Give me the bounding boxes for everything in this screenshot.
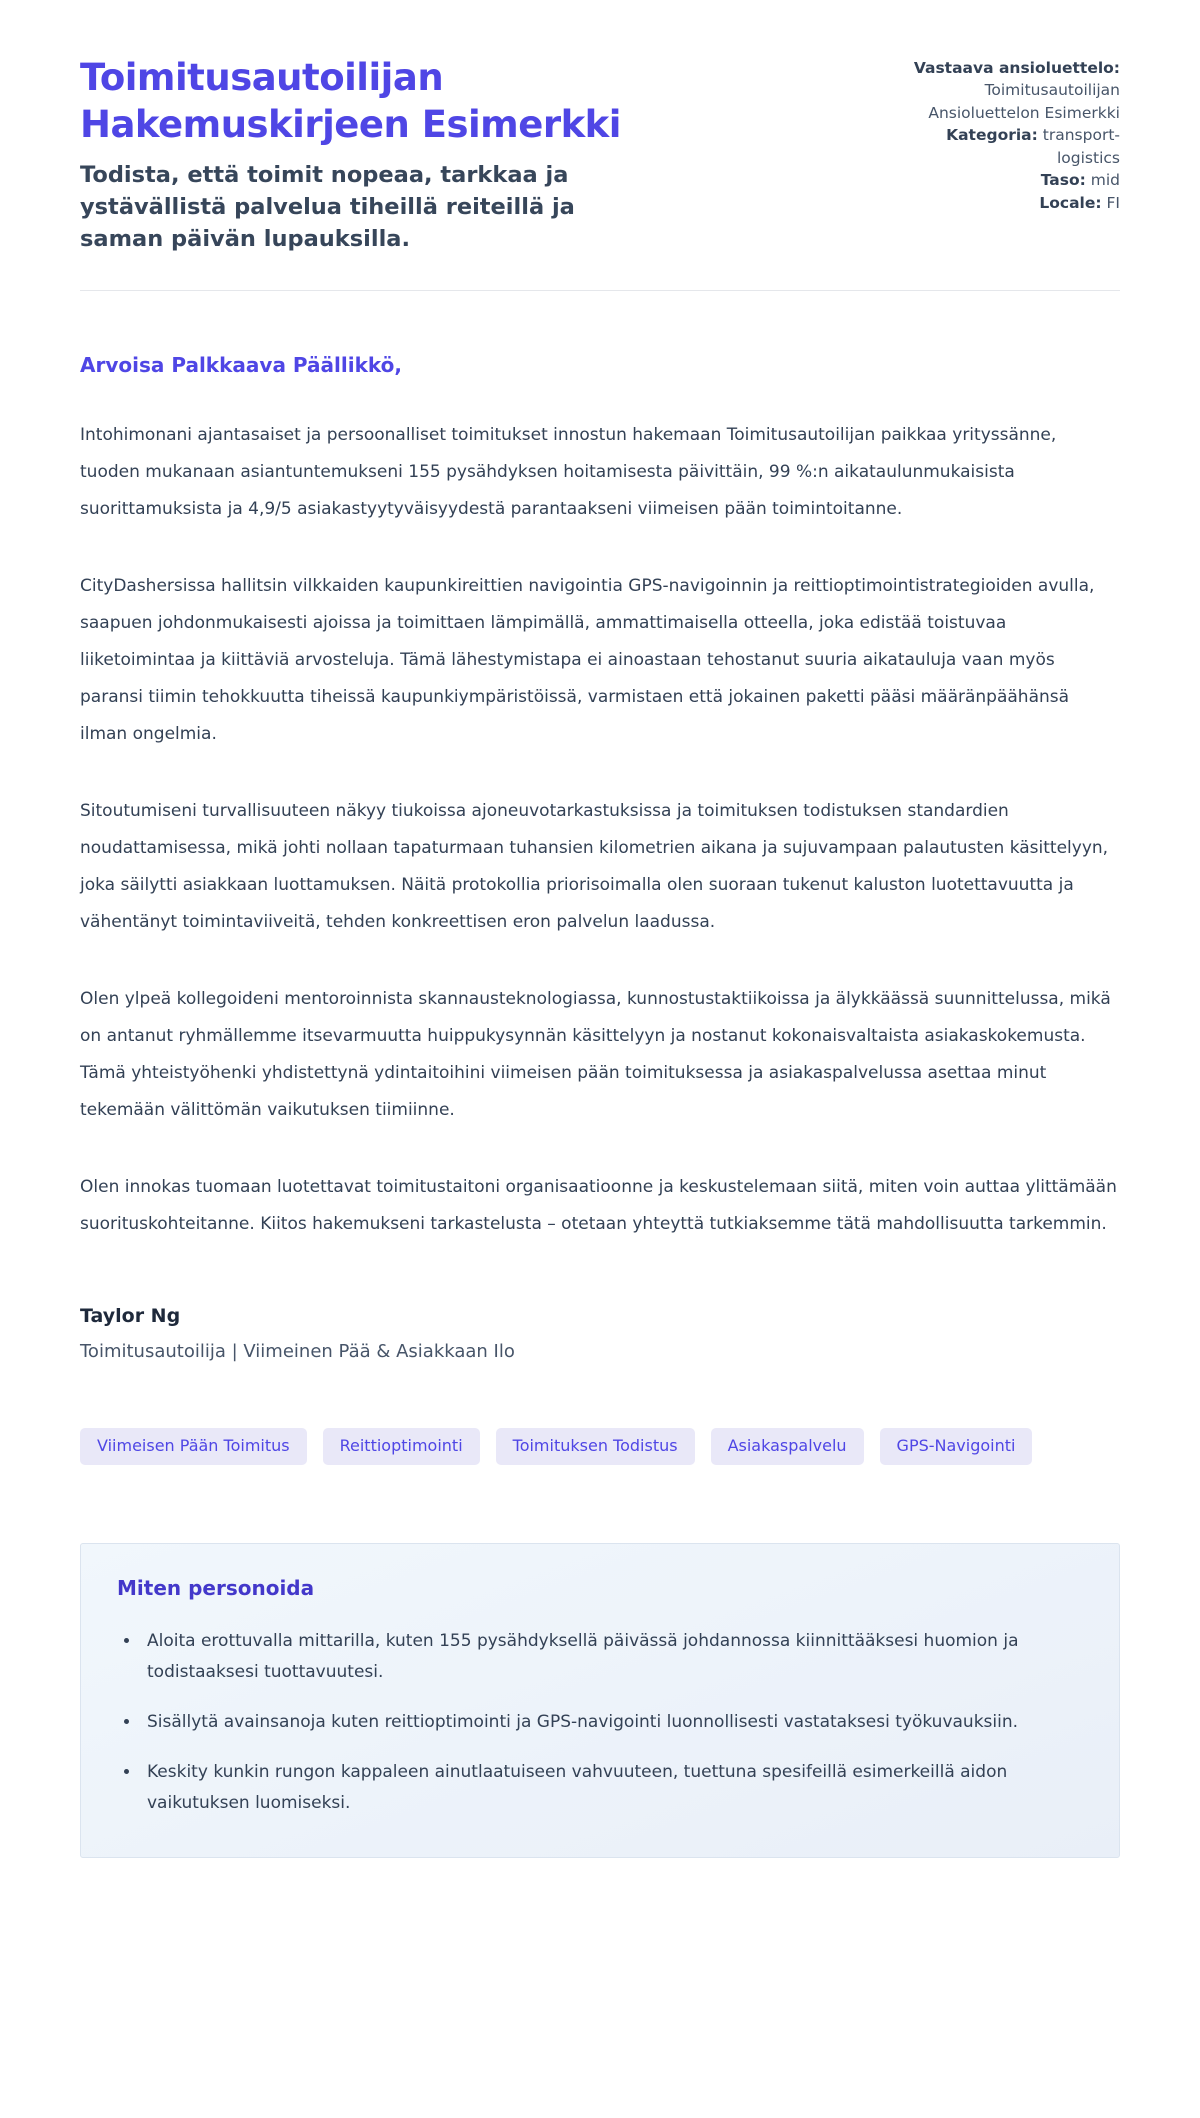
header-title-block	[80, 55, 680, 256]
meta-locale-label: Locale:	[1039, 193, 1102, 212]
meta-level-label: Taso:	[1040, 171, 1086, 190]
meta-category-label: Kategoria:	[946, 126, 1038, 145]
tips-list	[117, 1626, 1083, 1819]
header-divider	[80, 290, 1120, 291]
tag-chip-asiakaspalvelu[interactable]: Asiakaspalvelu	[711, 1428, 864, 1465]
tips-panel	[80, 1543, 1120, 1858]
tips-panel-title: Miten personoida	[117, 1576, 315, 1601]
tag-chip-reittioptimointi[interactable]: Reittioptimointi	[323, 1428, 480, 1465]
tip-item-1: • Aloita erottuvalla mittarilla, kuten 155 pysähdyksellä päivässä johdannossa kiinnittääksesi huomion ja todistaaksesi tuottavuutesi.	[141, 1626, 1083, 1688]
signature-role: Toimitusautoilija | Viimeinen Pää & Asiakkaan Ilo	[80, 1341, 515, 1363]
letter-paragraph-1: Intohimonani ajantasaiset ja persoonalliset toimitukset innostun hakemaan Toimitusautoilijan paikkaa yrityssänne, tuoden mukanaan asiantuntemukseni 155 pysähdyksen hoitamisesta päivittäin, 99 %:n aikataulunmukaisista suorittamuksista ja 4,9/5 asiakastyytyväisyydestä parantaakseni viimeisen pään toimintoitanne.	[80, 425, 1057, 520]
meta-locale-value: FI	[1106, 193, 1120, 212]
signature-block	[80, 1305, 1120, 1362]
tag-chip-toimituksen-todistus[interactable]: Toimituksen Todistus	[496, 1428, 695, 1465]
tag-chip-gps-navigointi[interactable]: GPS-Navigointi	[880, 1428, 1033, 1465]
header-meta	[900, 55, 1120, 214]
meta-level	[900, 169, 1120, 191]
tag-chip-row	[80, 1428, 1120, 1465]
meta-locale	[900, 192, 1120, 214]
meta-matching-resume	[900, 57, 1120, 124]
letter-paragraph-5: Olen innokas tuomaan luotettavat toimitustaitoni organisaatioonne ja keskustelemaan siitä, miten voin auttaa ylittämään suorituskohteitanne. Kiitos hakemukseni tarkastelusta – otetaan yhteyttä tutkiaksemme tätä mahdollisuutta tarkemmin.	[80, 1177, 1117, 1235]
meta-resume-value: Toimitusautoilijan Ansioluettelon Esimerkki	[928, 81, 1120, 122]
meta-category-value: transport-logistics	[1042, 126, 1120, 167]
letter-paragraph-4: Olen ylpeä kollegoideni mentoroinnista skannausteknologiassa, kunnostustaktiikoissa ja älykkäässä suunnittelussa, mikä on antanut ryhmällemme itsevarmuutta huippukysynnän käsittelyyn ja nostanut kokonaisvaltaista asiakaskokemusta. Tämä yhteistyöhenki yhdistettynä ydintaitoihini viimeisen pään toimituksessa ja asiakaspalvelussa asettaa minut tekemään välittömän vaikutuksen tiimiinne.	[80, 989, 1111, 1121]
cover-letter-body	[80, 353, 1120, 1362]
letter-paragraph-2: CityDashersissa hallitsin vilkkaiden kaupunkireittien navigointia GPS-navigoinnin ja reittioptimointistrategioiden avulla, saapuen johdonmukaisesti ajoissa ja toimittaen lämpimällä, ammattimaisella otteella, joka edistää toistuvaa liiketoimintaa ja kiittäviä arvosteluja. Tämä lähestymistapa ei ainoastaan tehostanut suuria aikatauluja vaan myös paransi tiimin tehokkuutta tiheissä kaupunkiympäristöissä, varmistaen että jokainen paketti pääsi määränpäähänsä ilman ongelmia.	[80, 576, 1095, 745]
tag-chip-viimeisen-paan-toimitus[interactable]: Viimeisen Pään Toimitus	[80, 1428, 307, 1465]
meta-level-value: mid	[1090, 171, 1120, 190]
signature-name: Taylor Ng	[80, 1305, 181, 1328]
meta-resume-label: Vastaava ansioluettelo:	[913, 59, 1120, 77]
content-container	[80, 0, 1120, 1928]
tip-item-3: • Keskity kunkin rungon kappaleen ainutlaatuiseen vahvuuteen, tuettuna spesifeillä esimerkeillä aidon vaikutuksen luomiseksi.	[141, 1757, 1083, 1819]
meta-category	[900, 124, 1120, 169]
letter-paragraph-3: Sitoutumiseni turvallisuuteen näkyy tiukoissa ajoneuvotarkastuksissa ja toimituksen todistuksen standardien noudattamisessa, mikä johti nollaan tapaturmaan tuhansien kilometrien aikana ja sujuvampaan palautusten käsittelyyn, joka säilytti asiakkaan luottamuksen. Näitä protokollia priorisoimalla olen suoraan tukenut kaluston luotettavuutta ja vähentänyt toimintaviiveitä, tehden konkreettisen eron palvelun laadussa.	[80, 801, 1109, 933]
letter-greeting: Arvoisa Palkkaava Päällikkö,	[80, 353, 402, 378]
header	[80, 55, 1120, 256]
page-title: Toimitusautoilijan Hakemuskirjeen Esimerkki	[80, 56, 621, 146]
page-subtitle: Todista, että toimit nopeaa, tarkkaa ja ystävällistä palvelua tiheillä reiteillä ja saman päivän lupauksilla.	[80, 162, 575, 253]
tip-item-2: • Sisällytä avainsanoja kuten reittioptimointi ja GPS-navigointi luonnollisesti vastataksesi työkuvauksiin.	[141, 1707, 1083, 1738]
